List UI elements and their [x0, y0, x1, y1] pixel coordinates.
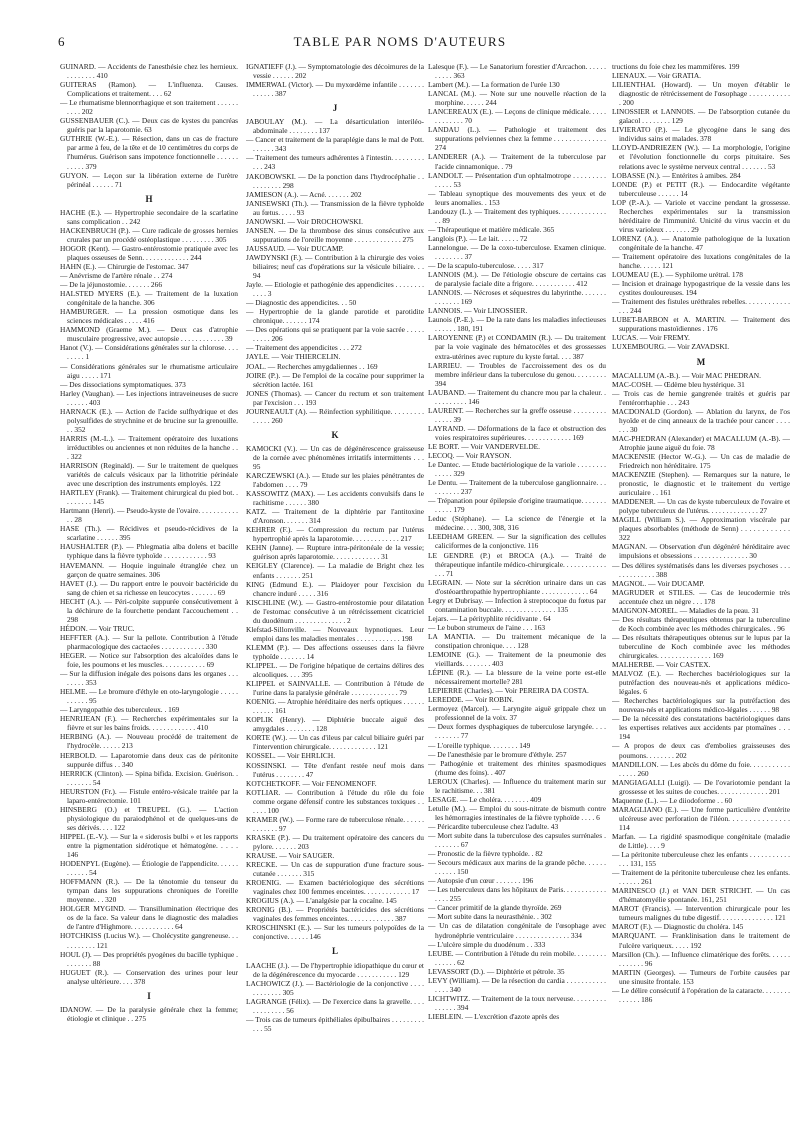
- index-entry: MARAGLIANO (E.). — Une forme particulière d'entérite ulcéreuse avec perforation de l'iléon. . . . . . . . . . . . . . . 114: [612, 804, 790, 832]
- index-entry: HUGUET (R.). — Conservation des urines pour leur analyse ultérieure. . . . 378: [60, 967, 238, 986]
- index-entry: LICHTWITZ. — Traitement de la toux nerveuse. . . . . . . . . . . . . . . 394: [428, 993, 606, 1012]
- page-title: TABLE PAR NOMS D'AUTEURS: [293, 34, 507, 49]
- index-entry: MACDONALD (Gordon). — Ablation du larynx, de l'os hyoïde et de cinq anneaux de la trachée pour cancer . . . . . . . 30: [612, 406, 790, 434]
- index-entry: HÉDON. — Voir TRUC.: [60, 623, 135, 633]
- index-entry: — L'ulcère simple du duodénum . . 333: [428, 939, 546, 949]
- index-entry: JANISEWSKI (Th.). — Transmission de la fièvre typhoïde au fœtus. . . . . 93: [246, 198, 424, 217]
- index-entry: JABOULAY (M.). — La désarticulation interiléo-abdominale . . . . . . . . 137: [246, 117, 424, 136]
- index-entry: — Traitement des fistules uréthrales rebelles. . . . . . . . . . . . . . . 244: [612, 297, 790, 316]
- index-entry: KOENIG. — Atrophie héréditaire des nerfs optiques . . . . . . . . . . . . 161: [246, 697, 424, 716]
- index-entry: HARRIS (M.-L.). — Traitement opératoire des luxations irréductibles ou anciennes et non réduites de la hanche . . . 322: [60, 433, 238, 461]
- index-entry: — Recherches bactériologiques sur la putréfaction des nouveau-nés et applications médico-légales . . . . . . 98: [612, 696, 790, 715]
- index-entry: HAMMOND (Graeme M.). — Deux cas d'atrophie musculaire progressive, avec autopsie . . . . . . . . . . . . 39: [60, 325, 238, 344]
- index-entry: — De la jéjunostomie. . . . . . . 266: [60, 280, 163, 290]
- index-entry: — Thérapeutique et matière médicale. 365: [428, 224, 555, 234]
- index-entry: MARINESCO (J.) et VAN DER STRICHT. — Un cas d'hématomyélie spontanée. 161, 251: [612, 886, 790, 905]
- index-entry: Hartmann (Henri). — Pseudo-kyste de l'ovaire. . . . . . . . . . . . . 28: [60, 506, 238, 525]
- index-entry: Lalesque (F.). — Le Sanatorium forestier d'Arcachon. . . . . . . . . . . 363: [428, 62, 606, 81]
- index-entry: MACKENZIE (Stephen). — Remarques sur la nature, le pronostic, le diagnostic et le traitement du vertige auriculaire . . 161: [612, 470, 790, 498]
- index-entry: — A propos de deux cas d'embolies graisseuses des poumons. . . . . . . . 202: [612, 741, 790, 760]
- index-entry: — Le bubon strumeux de l'aine . . . 163: [428, 622, 546, 632]
- index-entry: LACHOWICZ (J.). — Bactériologie de la conjonctive . . . . . . . . . . . . 305: [246, 978, 424, 997]
- index-entry: LA MANTIA. — Du traitement mécanique de la constipation chronique. . . . 128: [428, 631, 606, 650]
- index-entry: HARRISON (Reginald). — Sur le traitement de quelques variétés de calculs vésicaux par la lithotritie périnéale avec une description des instruments employés. 122: [60, 461, 238, 489]
- index-entry: HOUL (J). — Des propriétés pyogènes du bacille typhique . . . . . . . . 88: [60, 949, 238, 968]
- index-entry: MARTIN (Georges). — Tumeurs de l'orbite causées par une sinusite frontale. 153: [612, 967, 790, 986]
- index-entry: GUYON. — Leçon sur la libération externe de l'urètre périnéal . . . . . . 71: [60, 170, 238, 189]
- index-entry: Harley (Vaughan). — Les injections intraveineuses de sucre . . . . . . 403: [60, 388, 238, 407]
- index-entry: HALSTED MYERS (E.). — Traitement de la luxation congénitale de la hanche. 306: [60, 289, 238, 308]
- index-entry: MAC-PHEDRAN (Alexander) et MACALLUM (A.-B). — Atrophie jaune aiguë du foie. 78: [612, 433, 790, 452]
- index-entry: LAURENT. — Recherches sur la greffe osseuse . . . . . . . . . . . . . . 39: [428, 405, 606, 424]
- index-entry: MALVOZ (E.). — Recherches bactériologiques sur la putréfaction des nouveau-nés et applications médico-légales. 6: [612, 669, 790, 697]
- index-entry: — Le rhumatisme blennorrhagique et son traitement . . . . . . . . . . 202: [60, 98, 238, 117]
- index-entry: LEGRAIN. — Note sur la sécrétion urinaire dans un cas d'ostéoarthropathie hypertrophiante . . . . . . . . . . . . . 64: [428, 577, 606, 596]
- index-entry: KOPLIK (Henry). — Diphtérie buccale aiguë des amygdales . . . . . . . . 128: [246, 715, 424, 734]
- index-entry: LAROYENNE (P.) et CONDAMIN (R.). — Du traitement par la voie vaginale des hématocèles et des grossesses extra-utérines avec rupture du kyste fœtal. . . . 387: [428, 333, 606, 361]
- index-entry: KRASKE (P.). — Du traitement opératoire des cancers du pylore. . . . . . . 203: [246, 832, 424, 851]
- index-entry: LOP (P.-A.). — Variole et vaccine pendant la grossesse. Recherches expérimentales sur la transmission héréditaire de l'immunité. Unicité du virus vaccin et du virus varioleux . . . . . . . 29: [612, 197, 790, 234]
- index-entry: LEROUX (Charles). — Influence du traitement marin sur le rachitisme. . . 381: [428, 776, 606, 795]
- index-entry: MAGRUDER et STILES. — Cas de leucodermie très accentuée chez un nègre . . . 178: [612, 587, 790, 606]
- index-entry: MACALLUM (A.-B.). — Voir MAC PHEDRAN.: [612, 370, 761, 380]
- index-entry: JOAL. — Recherches amygdaliennes . . 169: [246, 361, 378, 371]
- index-entry: IMMERWAL (Victor). — Du myxœdème infantile . . . . . . . . . . . . . 387: [246, 80, 424, 99]
- index-entry: — De la scapulo-tuberculose. . . . . 317: [428, 261, 544, 271]
- index-entry: HENRIJEAN (F.). — Recherches expérimentales sur la fièvre et sur les bains froids. . . . . . . . . . . . . 410: [60, 714, 238, 733]
- index-column-1: [60, 62, 238, 1122]
- index-entry: — Pathogénie et traitement des rhinites spasmodiques (rhume des foins). . 407: [428, 758, 606, 777]
- section-letter: I: [147, 990, 151, 1001]
- index-entry: — Secours médicaux aux marins de la grande pêche. . . . . . . . . . . . 150: [428, 858, 606, 877]
- index-entry: — Traitement opératoire des luxations congénitales de la hanche. . . . . . 121: [612, 251, 790, 271]
- index-entry: MADDENER. — Un cas de kyste tuberculeux de l'ovaire et polype tuberculeux de l'utérus. . . . . . . . . . . . . . 27: [612, 497, 790, 516]
- index-entry: Hanot (V.). — Considérations générales sur la chlorose. . . . . . . . . 1: [60, 343, 238, 362]
- index-entry: HINSBERG (O.) et TREUPEL (G.). — L'action physiologique du paraiodphénol et de quelques-uns de ses dérivés. . . . 122: [60, 804, 238, 832]
- index-entry: MAGNOL. — Voir DUCAMP.: [612, 578, 705, 588]
- index-entry: LAUBAND. — Traitement du chancre mou par la chaleur. . . . . . . . . . . 146: [428, 387, 606, 406]
- index-entry: KORTE (W.). — Un cas d'ileus par calcul biliaire guéri par l'intervention chirurgicale. . . . . . . . . . . . . 121: [246, 733, 424, 752]
- index-entry: GUITERAS (Ramon). — L'influenza. Causes. Complications et traitement. . . . 62: [60, 80, 238, 99]
- index-entry: LANNOIS. — Nécroses et séquestres du labyrinthe. . . . . . . . . . . . . . 169: [428, 288, 606, 307]
- index-entry: Lejars. — La pérityphlite récidivante . 64: [428, 613, 551, 623]
- index-entry: Langlois (P.). — Le lait. . . . . . 72: [428, 233, 528, 243]
- index-entry: — Des opérations qui se pratiquent par la voie sacrée . . . . . . . . . . 206: [246, 325, 424, 344]
- index-entry: — Le délire consécutif à l'opération de la cataracte. . . . . . . . . . . . . . 186: [612, 985, 790, 1004]
- index-entry: HOGOR (Kent). — Gastro-entérostomie pratiquée avec les plaques osseuses de Senn. . . . . . . . . . . . . 244: [60, 243, 238, 262]
- index-entry: LANCEREAUX (E.). — Leçons de clinique médicale. . . . . . . . . . . . . 70: [428, 107, 606, 126]
- index-entry: LIENAUX. — Voir GRATIA.: [612, 71, 702, 81]
- index-entry: HOLGER MYGIND. — Transillumination électrique des os de la face. Sa valeur dans le diagnostic des maladies de l'antre d'Highmore. . . . . . . . . . . . 64: [60, 904, 238, 932]
- index-entry: LUBET-BARBON et A. MARTIN. — Traitement des suppurations mastoïdiennes . 176: [612, 315, 790, 334]
- index-entry: — Péricardite tuberculeuse chez l'adulte. 43: [428, 821, 559, 831]
- index-entry: KRAMER (W.). — Forme rare de tuberculose rénale. . . . . . . . . . . . . 97: [246, 814, 424, 833]
- index-entry: KROGIUS (A.). — L'analgésie par la cocaïne. 145: [246, 896, 397, 906]
- index-entry: LE GENDRE (P.) et BROCA (A.). — Traité de thérapeutique infantile médico-chirurgicale. . . . . . . . . . . . . . . 71: [428, 550, 606, 578]
- index-entry: KLEMM (P.). — Des affections osseuses dans la fièvre typhoïde . . . . . . . 14: [246, 642, 424, 661]
- index-entry: Le Dantec. — Etude bactériologique de la variole . . . . . . . . . . . . . 329: [428, 460, 606, 479]
- index-entry: KOTLIAR. — Contribution à l'étude du rôle du foie comme organe défensif contre les substances toxiques . . . . . . 100: [246, 787, 424, 815]
- index-entry: KOTCHETKOFF. — Voir FENOMENOFF.: [246, 778, 377, 788]
- index-entry: KLIPPEL. — De l'origine hépatique de certains délires des alcooliques. . . . 395: [246, 661, 424, 680]
- index-entry: LIVIERATO (P.). — Le glycogène dans le sang des individus sains et malades. 378: [612, 125, 790, 144]
- index-entry: HACKENBRUCH (P.). — Cure radicale de grosses hernies crurales par un procédé ostéoplastique . . . . . . . . . 305: [60, 225, 238, 244]
- index-entry: HAUSHALTER (P.). — Phlegmatia alba dolens et bacille typhique dans la fièvre typhoïde . . . . . . . . . . . . 93: [60, 542, 238, 561]
- index-entry: GUSSENBAUER (C.). — Deux cas de kystes du pancréas guéris par la laparotomie. 63: [60, 116, 238, 135]
- section-letter: M: [696, 356, 706, 367]
- index-entry: — Un cas de dilatation congénitale de l'œsophage avec hydronéphrie ventriculaire . . . . . . . . . . . . . . . 334: [428, 921, 606, 940]
- index-entry: — Anévrisme de l'artère rénale . . 274: [60, 271, 173, 281]
- index-entry: LARRIEU. — Troubles de l'accroissement des os du membre inférieur dans la tuberculose du genou. . . . . . . . . 394: [428, 360, 606, 388]
- index-entry: — Mort subite dans la neurasthénie. . 302: [428, 912, 552, 922]
- index-entry: MAGNAN. — Observation d'un dégénéré héréditaire avec impulsions et obsessions . . . . . . . . . . . . . . . 30: [612, 542, 790, 561]
- index-entry: LÉPINE (R.). — La blessure de la veine porte est-elle nécessairement mortelle? 281: [428, 668, 606, 687]
- index-entry: — La péritonite tuberculeuse chez les enfants . . . . . . . . . . . . . . 131, 155: [612, 850, 790, 869]
- index-entry: HEURSTON (Fr.). — Fistule entéro-vésicale traitée par la laparo-entérectomie. 101: [60, 786, 238, 805]
- index-entry: KLIPPEL et SAINVALLE. — Contribution à l'étude de l'urine dans la paralysie générale . . . . . . . . . . . . . 79: [246, 679, 424, 698]
- index-entry: LANDERER (A.). — Traitement de la tuberculose par l'acide cinnamonique. . 79: [428, 152, 606, 171]
- index-entry: — Autopsie d'un cœur . . . . . . . 196: [428, 876, 534, 886]
- index-entry: Landouzy (L.). — Traitement des typhiques. . . . . . . . . . . . . . . 89: [428, 206, 606, 225]
- index-entry: KASSOWITZ (MAX). — Les accidents convulsifs dans le rachitisme . . . . . . 380: [246, 489, 424, 508]
- index-entry: Le Dentu. — Traitement de la tuberculose ganglionnaire. . . . . . . . . . 237: [428, 478, 606, 497]
- index-entry: — Des résultats thérapeutiques obtenus par la tuberculine de Koch combinée avec les méthodes chirurgicales. . 96: [612, 614, 790, 633]
- index-entry: — Laryngopathie des tuberculeux. . 169: [60, 705, 180, 715]
- index-entry: JAWDYNSKI (F.). — Contribution à la chirurgie des voies biliaires; neuf cas d'opérations sur la vésicule biliaire. . . 94: [246, 252, 424, 281]
- index-entry: JAYLE. — Voir THIERCELIN.: [246, 352, 341, 362]
- index-entry: MAC-COSH. — Œdème bleu hystérique. 31: [612, 379, 745, 389]
- index-entry: — De l'anesthésie par le bromure d'éthyle. 257: [428, 749, 567, 759]
- index-entry: HASE (Th.). — Récidives et pseudo-récidives de la scarlatine . . . . . . 395: [60, 524, 238, 543]
- index-entry: MALHERBE. — Voir CASTEX.: [612, 660, 711, 670]
- index-entry: LAYRAND. — Déformations de la face et obstruction des voies respiratoires supérieures. . . . . . . . . . . . . 169: [428, 423, 606, 442]
- index-entry: LONDE (P.) et PETIT (R.). — Endocardite végétante tuberculeuse . . . . . . 14: [612, 179, 790, 198]
- index-entry: KATZ. — Traitement de la diphtérie par l'antitoxine d'Aronson. . . . . . . 314: [246, 507, 424, 526]
- index-entry: JANSEN. — De la thrombose des sinus consécutive aux suppurations de l'oreille moyenne . . . . . . . . . . . . . 275: [246, 225, 424, 244]
- index-entry: GUINARD. — Accidents de l'anesthésie chez les hernieux. . . . . . . . . 410: [60, 62, 238, 81]
- index-entry: KRAUSE. — Voir SAUGER.: [246, 850, 335, 860]
- index-entry: — De la nécessité des constatations bactériologiques dans les expertises relatives aux accidents par ptomaïnes . . . 194: [612, 714, 790, 742]
- index-entry: KOSSINSKI. — Tête d'enfant restée neuf mois dans l'utérus . . . . . . . . 47: [246, 760, 424, 779]
- index-entry: MAROT (Francis). — Intervention chirurgicale pour les tumeurs malignes du tube digestif. . . . . . . . . . . . . . . 121: [612, 904, 790, 923]
- index-entry: HOFFMANN (R.). — De la ténotomie du tenseur du tympan dans les suppurations chroniques de l'oreille moyenne. . . 320: [60, 877, 238, 905]
- index-entry: LOUMEAU (E.). — Syphilome urétral. 178: [612, 270, 743, 280]
- index-entry: — Hypertrophie de la glande parotide et parotidite chronique. . . . . . . 174: [246, 307, 424, 326]
- index-entry: LAGRANGE (Félix). — De l'exercice dans la gravelle. . . . . . . . . . . . . 56: [246, 996, 424, 1015]
- index-entry: LAACHE (J.). — De l'hypertrophie idiopathique du cœur et de la dégénérescence du myocarde . . . . . . . . . . . 129: [246, 960, 424, 979]
- index-entry: HAMBURGER. — La pression osmotique dans les sciences médicales . . . . . 416: [60, 307, 238, 326]
- index-entry: Leduc (Stéphane). — La science de l'énergie et la médecine. . . . 300, 308, 316: [428, 514, 606, 533]
- index-entry: Marfan. — La rigidité spasmodique congénitale (maladie de Little). . . . 9: [612, 831, 790, 850]
- index-entry: HIPPEL (E.-V.). — Sur la « siderosis bulbi » et les rapports entre la pigmentation sidérotique et hématogène. . . . . 146: [60, 831, 238, 860]
- index-entry: — Incision et drainage hypogastrique de la vessie dans les cystites douloureuses. 194: [612, 279, 790, 298]
- index-entry: KING (Edmund E.). — Plaidoyer pour l'excision du chancre induré . . . . . 316: [246, 579, 424, 598]
- index-entry: KEIGLEY (Clarence). — La maladie de Bright chez les enfants . . . . . . . 251: [246, 561, 424, 580]
- index-column-4: [612, 62, 790, 1122]
- index-entry: LANCAL (M.). — Note sur une nouvelle réaction de la morphine. . . . . . 244: [428, 89, 606, 108]
- index-entry: LORENZ (A.). — Anatomie pathologique de la luxation congénitale de la hanche. 47: [612, 233, 790, 252]
- index-entry: HERRICK (Clinton). — Spina bifida. Excision. Guérison. . . . . . . . . 54: [60, 768, 238, 787]
- index-entry: LOBASSE (N.). — Entérites à amibes. 284: [612, 170, 741, 180]
- index-entry: — Traitement des appendicites . . . 272: [246, 343, 362, 353]
- page-number: 6: [58, 34, 65, 49]
- index-entry: LANNOIS. — Voir LINOSSIER.: [428, 306, 528, 316]
- index-entry: Legry et Dubrisay. — Infection à streptocoque du fœtus par contamination buccale. . . . . . . . . . . . . . . 135: [428, 595, 606, 614]
- index-entry: LECOQ. — Voir RAYSON.: [428, 451, 512, 461]
- index-entry: — Traitement des tumeurs adhérentes à l'intestin. . . . . . . . . . . . 243: [246, 153, 424, 172]
- index-entry: — Les tuberculeux dans les hôpitaux de Paris. . . . . . . . . . . . . . . . 255: [428, 885, 606, 904]
- index-entry: HAVET (J.). — Du rapport entre le pouvoir bactéricide du sang de chien et sa richesse en leucocytes . . . . . . . 69: [60, 578, 238, 597]
- index-entry: LUXEMBOURG. — Voir ZAVADSKI.: [612, 342, 730, 352]
- index-entry: LEUBE. — Contribution à l'étude du rein mobile. . . . . . . . . . . . . . . 62: [428, 948, 606, 967]
- index-entry: LEEDHAM GREEN. — Sur la signification des cellules caliciformes de la conjonctive. 116: [428, 532, 606, 551]
- index-entry: LANNOIS (M.). — De l'étiologie obscure de certains cas de paralysie faciale dite a frigore. . . . . . . . . . . . 412: [428, 270, 606, 289]
- index-entry: LEVASSORT (D.). — Diphtérie et pétrole. 35: [428, 966, 565, 976]
- index-entry: IGNATIEFF (J.). — Symptomatologie des décoimures de la vessie . . . . . . 202: [246, 62, 424, 81]
- index-entry: JAUSSAUD. — Voir DUCAMP.: [246, 243, 344, 253]
- index-entry: — Cancer primitif de la glande thyroïde. 269: [428, 903, 562, 913]
- index-entry: MANDILLON. — Les abcès du dôme du foie. . . . . . . . . . . . . . . . 260: [612, 759, 790, 778]
- index-entry: — Deux formes dysphagiques de tuberculose laryngée. . . . . . . . . . . 77: [428, 722, 606, 741]
- index-entry: IDANOW. — De la paralysie générale chez la femme; étiologie et clinique . . 275: [60, 1004, 238, 1023]
- index-entry: JAMIESON (A.). — Acné. . . . . . . 202: [246, 189, 362, 199]
- index-entry: KAMOCKI (V.). — Un cas de dégénérescence graisseuse de la cornée avec phénomènes irritatifs intermittents . . . 95: [246, 443, 424, 471]
- index-entry: HARNACK (E.). — Action de l'acide sulfhydrique et des polysulfides de strychnine et de brucine sur la grenouille. . . 352: [60, 406, 238, 434]
- index-entry: LLOYD-ANDRIEZEN (W.). — La morphologie, l'origine et l'évolution fonctionnelle du corps pituitaire. Ses relations avec le système nerveux central . . . . . . . 53: [612, 143, 790, 171]
- index-entry: JOIRE (P.). — De l'emploi de la cocaïne pour supprimer la sécrétion lactée. 161: [246, 370, 424, 389]
- index-entry: LINOSSIER et LANNOIS. — De l'absorption cutanée du gaïacol . . . . . . . . 129: [612, 107, 790, 126]
- index-entry: Marsillon (Ch.). — Influence climatérique des forêts. . . . . . . . . . . . . 96: [612, 949, 790, 968]
- index-entry: KRECKE. — Un cas de suppuration d'une fracture sous-cutanée . . . . . . . 315: [246, 860, 424, 879]
- index-entry: KROENIG. — Examen bactériologique des sécrétions vaginales chez 100 femmes enceintes. . . . . . . . . . . . . 17: [246, 878, 424, 897]
- index-column-3: [428, 62, 606, 1122]
- index-entry: LEMOINE (G.). — Traitement de la pneumonie des vieillards. . . . . . . . 403: [428, 650, 606, 669]
- index-entry: LIEBLEIN. — L'excrétion d'azote après des: [428, 1011, 560, 1021]
- index-entry: KARCZEWSKI (A.). — Etude sur les plaies pénétrantes de l'abdomen . . . . 79: [246, 471, 424, 490]
- index-entry: LUCAS. — Voir FREMY.: [612, 333, 690, 343]
- index-column-2: [246, 62, 424, 1122]
- index-entry: MAGILL (William S.). — Approximation viscérale par plaques absorbables (méthode de Senn) . . . . . . . . . . . . 322: [612, 515, 790, 543]
- index-entry: — Trépanation pour épilepsie d'origine traumatique. . . . . . . . . . . . 179: [428, 496, 606, 515]
- index-entry: HAHN (E.). — Chirurgie de l'estomac. 347: [60, 261, 189, 271]
- index-entry: KISCHLINE (W.). — Gastro-entérostomie pour dilatation de l'estomac consécutive à un rétrécissement cicatriciel du duodénum . . . . . . . . . . . . . . 2: [246, 597, 424, 625]
- index-entry: HERBOLD. — Laparotomie dans deux cas de péritonite suppurée diffus . . 340: [60, 750, 238, 769]
- index-entry: — L'oreille typhique. . . . . . . . 149: [428, 740, 531, 750]
- index-entry: LEREDDE. — Voir ROBIN.: [428, 695, 514, 705]
- index-entry: HEFFTER (A.). — Sur la pellote. Contribution à l'étude pharmacologique des cactacées . . . . . . . . . . . . 330: [60, 632, 238, 651]
- index-entry: HERBING (A.). — Nouveau procédé de traitement de l'hydrocèle. . . . . . 213: [60, 732, 238, 751]
- index-entry: JAKOBOWSKI. — De la ponction dans l'hydrocéphalie . . . . . . . . . . 298: [246, 171, 424, 190]
- index-entry: Lannelongue. — De la coxo-tuberculose. Examen clinique. . . . . . . . . 37: [428, 242, 606, 261]
- index-entry: HODENPYL (Eugène). — Étiologie de l'appendicite. . . . . . . . . . . . 54: [60, 859, 238, 878]
- index-entry: Lambert (M.). — La formation de l'urée 130: [428, 80, 560, 90]
- index-entry: HARTLEY (Frank). — Traitement chirurgical du pied bot. . . . . . . . . 145: [60, 488, 238, 507]
- index-entry: LILIENTHAL (Howard). — Un moyen d'établir le diagnostic de rétrécissement de l'œsophage . . . . . . . . . . . . 200: [612, 80, 790, 108]
- index-entry: KEHRER (F.). — Compression du rectum par l'utérus hypertrophié après la laparotomie. . . . . . . . . . . . . 217: [246, 525, 424, 544]
- index-entry: KROSCHINSKI (E.). — Sur les tumeurs polypoïdes de la conjonctive. . . . . . 146: [246, 923, 424, 942]
- index-entry: KEHN (Janne). — Rupture intra-péritonéale de la vessie; guérison après laparotomie. . . . . . . . . . . . . 31: [246, 543, 424, 562]
- index-entry: — Trois cas de hernie gangrenée traités et guéris par l'entérorrhaphie . . . 243: [612, 388, 790, 407]
- index-entry: MACKENSIE (Hector W.-G.). — Un cas de maladie de Friedreich non héréditaire. 175: [612, 451, 790, 471]
- section-letter: K: [331, 429, 339, 440]
- index-entry: KRONIG (B.). — Propriétés bactéricides des sécrétions vaginales des femmes enceintes. . . . . . . . . . . . . 387: [246, 905, 424, 924]
- index-entry: JANOWSKI. — Voir DROCHOWSKI.: [246, 216, 363, 226]
- index-entry: HOTCHKISS (Lucius W.). — Cholécystite gangreneuse. . . . . . . . . . . 121: [60, 931, 238, 950]
- index-entry: — Sur la diffusion inégale des poisons dans les organes . . . . . . . . 353: [60, 669, 238, 688]
- index-entry: LANDAU (L.). — Pathologie et traitement des suppurations pelviennes chez la femme . . . . . . . . . . . . . . 274: [428, 125, 606, 153]
- section-letter: L: [331, 946, 338, 957]
- index-entry: — Traitement de la péritonite tuberculeuse chez les enfants. . . . . . . 261: [612, 868, 790, 887]
- index-entry: Lermoyez (Marcel). — Laryngite aiguë grippale chez un professionnel de la voix. 37: [428, 704, 606, 723]
- index-entry: — Des délires systématisés dans les diverses psychoses . . . . . . . . . . . . . 388: [612, 560, 790, 579]
- index-entry: Klefstad-Sillonville. — Nouveaux hypnotiques. Leur emploi dans les maladies mentales . . . . . . . . . . . . 198: [246, 624, 424, 643]
- index-entry: JOURNEAULT (A). — Réinfection syphilitique. . . . . . . . . . . . . . 260: [246, 406, 424, 425]
- index-entry: — Tableau synoptique des mouvements des yeux et de leurs anomalies. . 153: [428, 188, 606, 207]
- index-entry: — Mort subite dans la tuberculose des capsules surrénales . . . . . . . . 67: [428, 830, 606, 850]
- index-entry: — Considérations générales sur le rhumatisme articulaire aigu . . . . . 171: [60, 361, 238, 380]
- index-entry: HELME. — Le bromure d'éthyle en oto-laryngologie . . . . . . . . . . . 95: [60, 687, 238, 706]
- index-entry: HECHT (A.). — Péri-colpite suppurée consécutivement à la déchirure de la fourchette pendant l'accouchement . . 298: [60, 596, 238, 624]
- index-entry: MAROT (F.). — Diagnostic du choléra. 145: [612, 922, 744, 932]
- index-entry: MANGIAGALLI (Luigi). — De l'ovariotomie pendant la grossesse et les suites de couches. . . . . . . . . . . . . . 201: [612, 777, 790, 796]
- section-letter: J: [332, 103, 338, 114]
- index-entry: MAIGNON-MOREL. — Maladies de la peau. 31: [612, 605, 759, 615]
- section-letter: H: [145, 193, 153, 204]
- index-entry: — Des résultats thérapeutiques obtenus sur le lupus par la tuberculine de Koch combinée avec les méthodes chirurgicales. . . . . . . . . . . . . . . 169: [612, 632, 790, 660]
- index-entry: — Des dissociations symptomatiques. 373: [60, 379, 186, 389]
- index-entry: HACHE (E.). — Hypertrophie secondaire de la scarlatine sans complication . . 242: [60, 207, 238, 226]
- index-entry: GUTHRIE (W.-E.). — Résection, dans un cas de fracture par arme à feu, de la tête et de 10 centimètres du corps de l'humérus. Guérison sans impotence fonctionnelle . . . . . . . . . . . 379: [60, 134, 238, 171]
- index-entry: Letulle (M.). — Emploi du sous-nitrate de bismuth contre les hémorragies intestinales de la fièvre typhoïde . . . . 6: [428, 803, 606, 822]
- index-entry: Launois (P.-E.). — De la rate dans les maladies infectieuses . . . . . . 180, 191: [428, 315, 606, 334]
- index-entry: — Pronostic de la fièvre typhoïde. . 82: [428, 849, 543, 859]
- index-entry: HAVEMANN. — Hoquie inguinale étranglée chez un garçon de quatre semaines. 306: [60, 560, 238, 579]
- index-entry: KOSSEL. — Voir EHRLICH.: [246, 751, 336, 761]
- index-entry: — Trois cas de tumeurs épithéliales épibulbaires . . . . . . . . . . . . 55: [246, 1014, 424, 1033]
- index-entry: HEGER. — Notice sur l'absorption des alcaloïdes dans le foie, les poumons et les muscles. . . . . . . . . . . . 69: [60, 651, 238, 670]
- index-entry: Maquenne (L.). — Le diiodoforme . . 60: [612, 795, 733, 805]
- index-entry: — Cancer et traitement de la paraplégie dans le mal de Pott. . . . . . . 343: [246, 135, 424, 154]
- index-entry: MARQUANT. — Franklinisation dans le traitement de l'ulcère variqueux. . . . . 192: [612, 931, 790, 950]
- index-entry: LEVY (William). — De la résection du cardia . . . . . . . . . . . . . . . 340: [428, 975, 606, 994]
- index-entry: tructions du foie chez les mammifères. 199: [612, 62, 740, 71]
- index-entry: LEPIERRE (Charles). — Voir PEREIRA DA COSTA.: [428, 686, 589, 696]
- index-entry: LESAGE. — Le choléra. . . . . . . . 409: [428, 794, 542, 804]
- index-entry: LANDOLT. — Présentation d'un ophtalmotrope . . . . . . . . . . . . . . 53: [428, 170, 606, 189]
- index-entry: LE BORT. — Voir VANDERVELDE.: [428, 441, 541, 451]
- index-entry: Jayle. — Etiologie et pathogénie des appendicites . . . . . . . . . . . . 3: [246, 280, 424, 299]
- index-entry: — Diagnostic des appendicites. . . 50: [246, 298, 357, 308]
- index-entry: JONES (Thomas). — Cancer du rectum et son traitement par l'excision . . . 193: [246, 388, 424, 407]
